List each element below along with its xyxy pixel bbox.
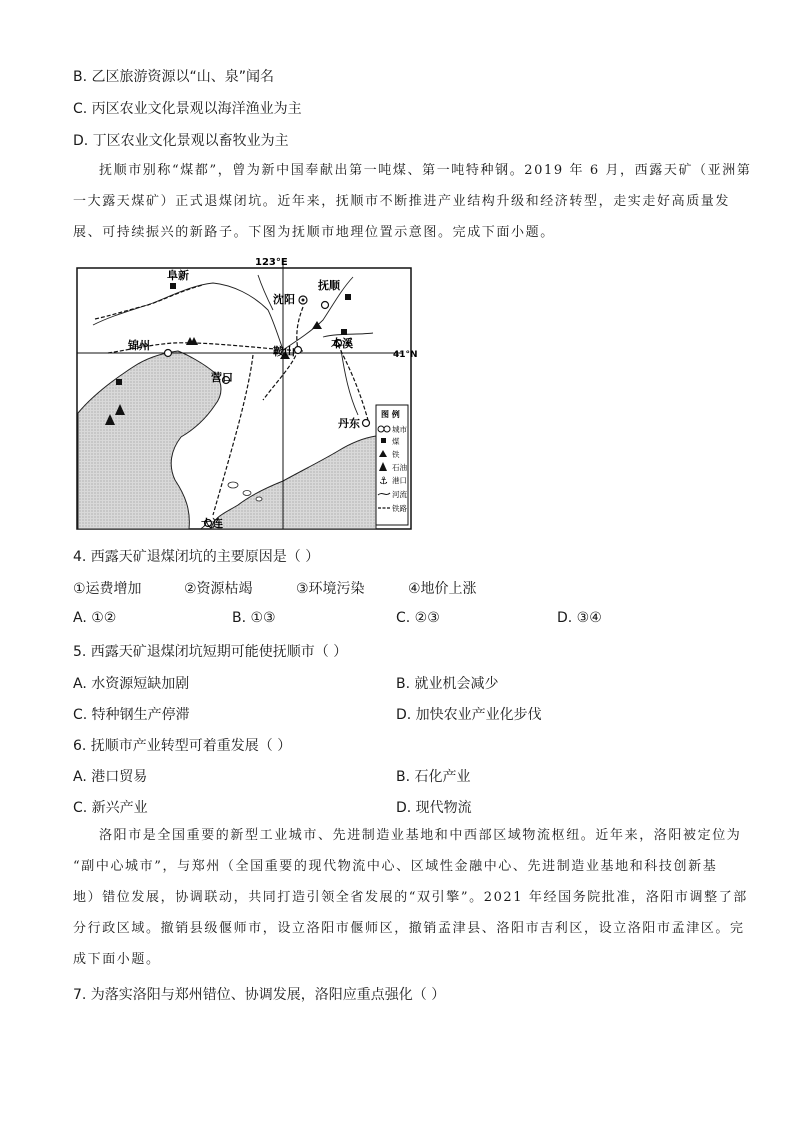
q5-option-b: B. 就业机会减少 xyxy=(396,676,499,692)
legend-port-icon: ⚓ xyxy=(379,476,388,487)
legend-coal-icon xyxy=(381,438,386,443)
legend-port: 港口 xyxy=(392,476,407,485)
q6-option-d: D. 现代物流 xyxy=(396,800,472,816)
lon-label: 123°E xyxy=(255,257,288,268)
legend-city: 城市 xyxy=(392,425,407,434)
legend-coal: 煤 xyxy=(392,437,400,446)
q6-option-c: C. 新兴产业 xyxy=(73,800,148,816)
city-jinzhou: 锦州 xyxy=(128,339,150,352)
q6-option-b: B. 石化产业 xyxy=(396,769,471,785)
passage-line: 地）错位发展，协调联动，共同打造引领全省发展的“双引擎”。2021 年经国务院批准，洛阳市调整了部 xyxy=(73,890,748,905)
q4-option-c: C. ②③ xyxy=(396,610,440,626)
city-yingkou: 营口 xyxy=(211,371,233,384)
passage-line: 洛阳市是全国重要的新型工业城市、先进制造业基地和中西部区域物流枢纽。近年来，洛阳被定位为 xyxy=(99,828,742,843)
legend-railway: 铁路 xyxy=(392,504,407,513)
city-dandong: 丹东 xyxy=(338,417,360,430)
passage-line: 一大露天煤矿）正式退煤闭坑。近年来，抚顺市不断推进产业结构升级和经济转型，走实走好高质量发 xyxy=(73,194,731,209)
q6-option-a: A. 港口贸易 xyxy=(73,769,148,785)
city-fushun: 抚顺 xyxy=(318,279,340,292)
question-6-stem: 6. 抚顺市产业转型可着重发展（ ） xyxy=(73,738,292,754)
passage-fushun xyxy=(73,155,752,248)
fushun-location-map xyxy=(73,255,418,533)
q4-option-b: B. ①③ xyxy=(232,610,276,626)
question-4-stem: 4. 西露天矿退煤闭坑的主要原因是（ ） xyxy=(73,549,320,565)
q5-option-d: D. 加快农业产业化步伐 xyxy=(396,707,542,723)
q4-statement-1: ①运费增加 xyxy=(73,581,142,597)
legend-river: 河流 xyxy=(392,490,407,499)
option-d-prev: D. 丁区农业文化景观以畜牧业为主 xyxy=(73,133,289,149)
q5-option-a: A. 水资源短缺加剧 xyxy=(73,676,190,692)
option-c-prev: C. 丙区农业文化景观以海洋渔业为主 xyxy=(73,101,302,117)
city-dalian: 大连 xyxy=(201,517,223,530)
passage-line: 成下面小题。 xyxy=(73,952,161,967)
option-b-prev: B. 乙区旅游资源以“山、泉”闻名 xyxy=(73,69,275,85)
lat-label: 41°N xyxy=(393,350,418,360)
q4-statement-2: ②资源枯竭 xyxy=(184,581,253,597)
question-7-stem: 7. 为落实洛阳与郑州错位、协调发展，洛阳应重点强化（ ） xyxy=(73,987,446,1003)
q5-option-c: C. 特种钢生产停滞 xyxy=(73,707,190,723)
question-5-stem: 5. 西露天矿退煤闭坑短期可能使抚顺市（ ） xyxy=(73,644,348,660)
city-anshan: 鞍山 xyxy=(273,345,295,358)
q4-option-d: D. ③④ xyxy=(557,610,602,626)
q4-statement-3: ③环境污染 xyxy=(296,581,365,597)
q4-statement-4: ④地价上涨 xyxy=(408,581,477,597)
passage-line: 展、可持续振兴的新路子。下图为抚顺市地理位置示意图。完成下面小题。 xyxy=(73,225,555,240)
legend-city-icon xyxy=(378,426,384,432)
city-fuxin: 阜新 xyxy=(167,269,189,282)
passage-line: “副中心城市”，与郑州（全国重要的现代物流中心、区域性金融中心、先进制造业基地和科技创新基 xyxy=(73,859,718,874)
legend-title: 图 例 xyxy=(381,410,400,419)
passage-line: 分行政区域。撤销县级偃师市，设立洛阳市偃师区，撤销孟津县、洛阳市吉利区，设立洛阳市孟津区。完 xyxy=(73,921,745,936)
city-shenyang: 沈阳 xyxy=(273,293,295,306)
legend-oil: 石油 xyxy=(392,463,407,472)
city-benxi: 本溪 xyxy=(331,337,353,350)
passage-luoyang xyxy=(73,820,748,975)
passage-line: 抚顺市别称“煤都”，曾为新中国奉献出第一吨煤、第一吨特种钢。2019 年 6 月，西露天矿（亚洲第 xyxy=(99,163,752,178)
legend-iron: 铁 xyxy=(392,450,400,459)
q4-option-a: A. ①② xyxy=(73,610,117,626)
